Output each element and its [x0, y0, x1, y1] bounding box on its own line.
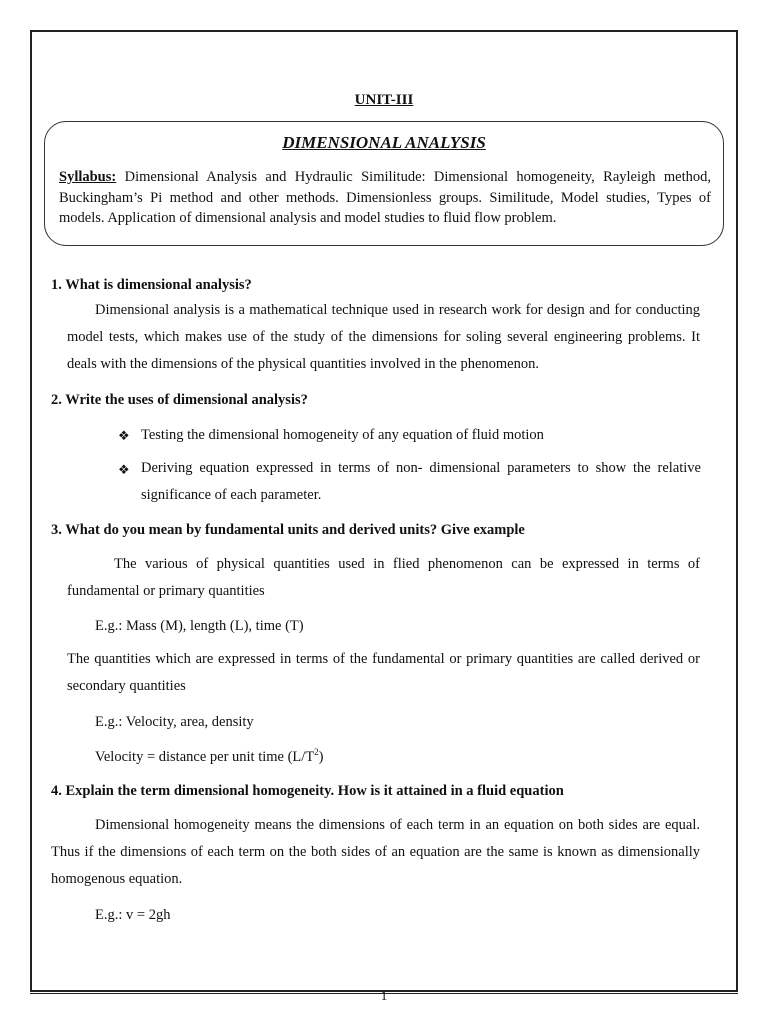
velocity-text: Velocity = distance per unit time (L/T	[95, 748, 315, 765]
velocity-definition	[95, 747, 324, 766]
unit-heading: UNIT-III	[354, 92, 414, 108]
syllabus-label: Syllabus:	[59, 169, 117, 185]
velocity-exponent: 2	[314, 747, 319, 757]
bullet-icon: ❖	[118, 428, 130, 443]
velocity-close: )	[318, 748, 324, 765]
question-4: 4. Explain the term dimensional homogeneity. How is it attained in a fluid equation	[51, 783, 564, 799]
question-1: 1. What is dimensional analysis?	[51, 277, 252, 293]
answer-1: Dimensional analysis is a mathematical technique used in research work for design and for conducting model tests, which makes use of the study of the dimensions for soling several engineering problems. It deals with the dimensions of the physical quantities involved in the phenomenon.	[67, 302, 700, 372]
example-fundamental: E.g.: Mass (M), length (L), time (T)	[95, 618, 304, 634]
answer-4: Dimensional homogeneity means the dimensions of each term in an equation on both sides are equal. Thus if the dimensions of each term on the both sides of an equation are the same is known as dimensionally homogenous equation.	[51, 817, 700, 887]
question-3: 3. What do you mean by fundamental units and derived units? Give example	[51, 522, 525, 538]
bullet-icon: ❖	[118, 462, 130, 477]
use-bullet-1: Testing the dimensional homogeneity of any equation of fluid motion	[141, 427, 544, 443]
example-derived: E.g.: Velocity, area, density	[95, 714, 254, 730]
answer-3-fundamental: The various of physical quantities used in flied phenomenon can be expressed in terms of fundamental or primary quantities	[67, 556, 700, 599]
example-homogeneity: E.g.: v = 2gh	[95, 907, 171, 923]
page-number: 1	[380, 988, 388, 1003]
syllabus-text: Dimensional Analysis and Hydraulic Similitude: Dimensional homogeneity, Rayleigh method, Buckingham’s Pi method and other methods. Dimensionless groups. Similitude, Model studies, Types of models. Application of dimensional analysis and model studies to fluid flow problem.	[59, 169, 712, 226]
chapter-title: DIMENSIONAL ANALYSIS	[282, 133, 486, 152]
syllabus-text-block	[59, 167, 711, 229]
answer-3-derived: The quantities which are expressed in terms of the fundamental or primary quantities are called derived or secondary quantities	[67, 651, 700, 694]
question-2: 2. Write the uses of dimensional analysis?	[51, 392, 308, 408]
use-bullet-2: Deriving equation expressed in terms of non- dimensional parameters to show the relative significance of each parameter.	[141, 460, 701, 503]
